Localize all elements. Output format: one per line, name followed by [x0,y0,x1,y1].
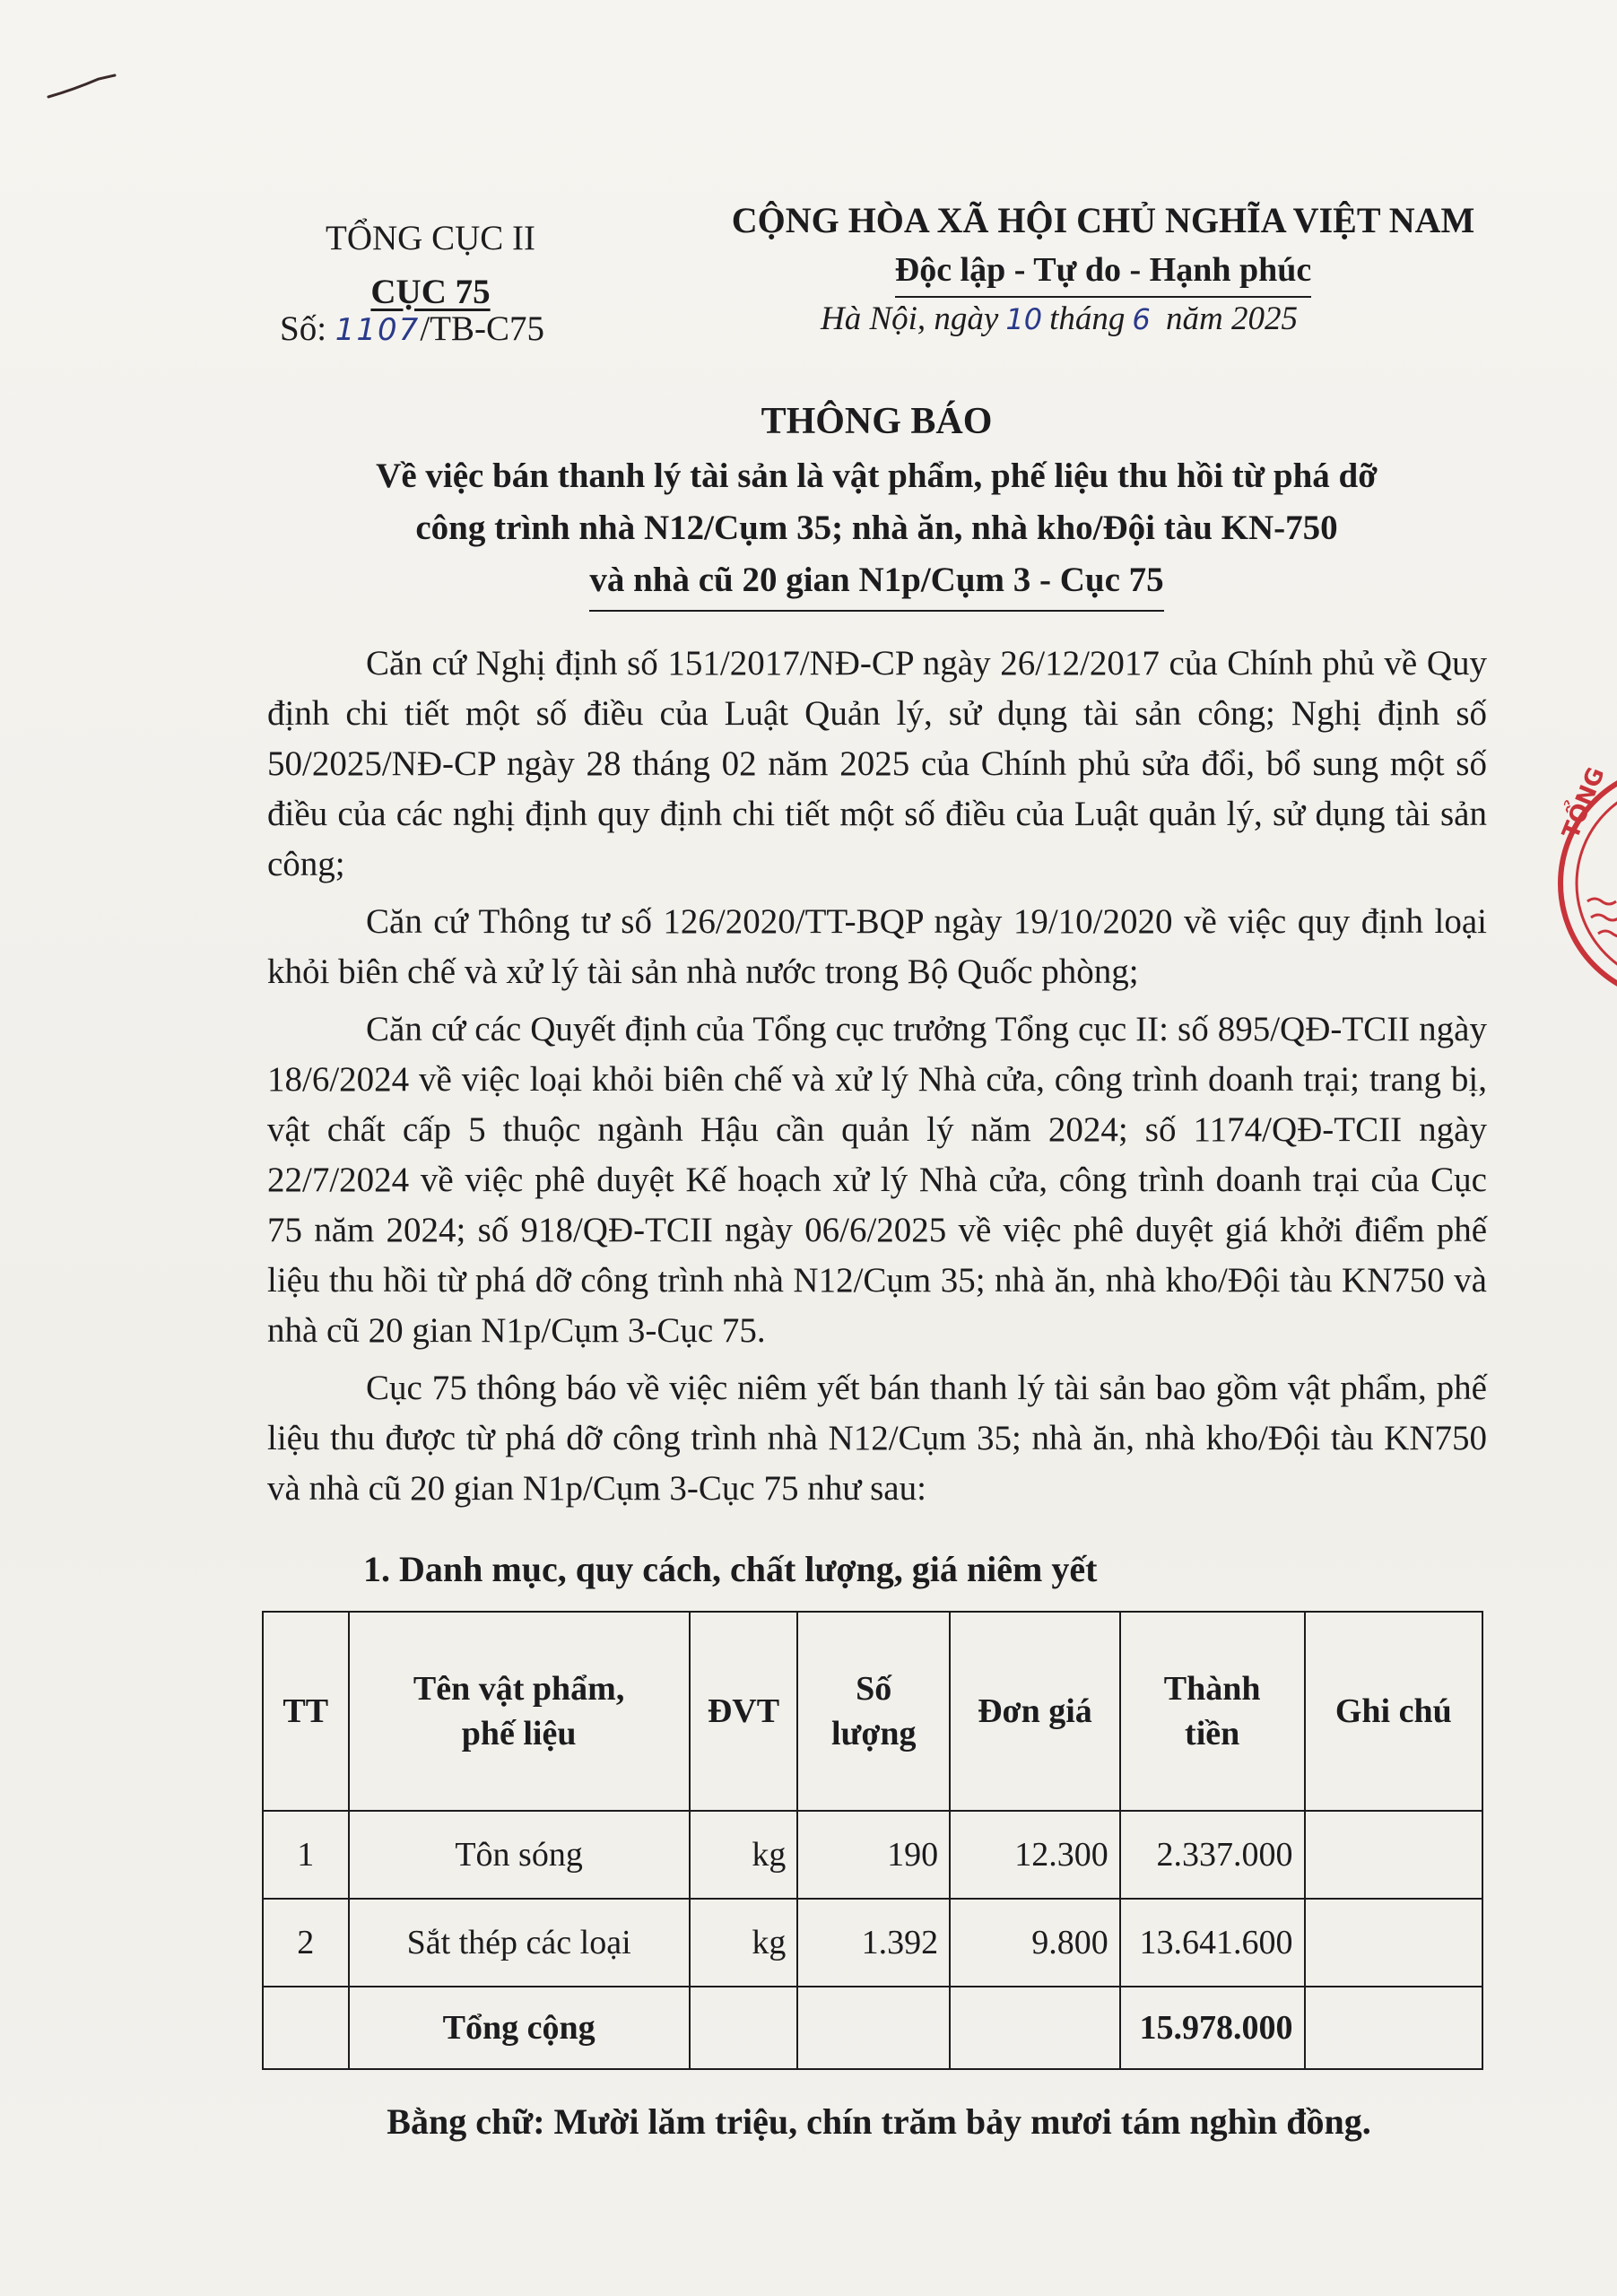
row-quantity: 190 [797,1811,950,1899]
red-seal-stamp [1525,758,1617,1009]
section-1-heading: 1. Danh mục, quy cách, chất lượng, giá niêm yết [363,1549,1098,1589]
country-name: CỘNG HÒA XÃ HỘI CHỦ NGHĨA VIỆT NAM [731,200,1475,240]
doc-number-prefix: Số: [280,309,327,348]
row-tt: 1 [263,1811,349,1899]
national-motto: Độc lập - Tự do - Hạnh phúc [895,246,1312,298]
row-unit: kg [690,1899,798,1987]
title-line-2: công trình nhà N12/Cụm 35; nhà ăn, nhà kho/Đội tàu KN-750 [415,509,1338,547]
title-line-3: và nhà cũ 20 gian N1p/Cụm 3 - Cục 75 [589,554,1163,612]
row-note [1305,1811,1482,1899]
header-unit: ĐVT [690,1612,798,1811]
row-amount: 13.641.600 [1120,1899,1305,1987]
header-item-name-line-1: Tên vật phẩm, [413,1670,625,1708]
table-total-row [263,1987,1482,2069]
date-place: Hà Nội, ngày [821,300,999,337]
row-tt: 2 [263,1899,349,1987]
items-table [262,1611,1483,2070]
paragraph-announcement: Cục 75 thông báo về việc niêm yết bán thanh lý tài sản bao gồm vật phẩm, phế liệu thu được từ phá dỡ công trình nhà N12/Cụm 35; nhà ăn, nhà kho/Đội tàu KN750 và nhà cũ 20 gian N1p/Cụm 3-Cục 75 như sau: [267,1369,1487,1508]
table-row [263,1811,1482,1899]
doc-number-suffix: /TB-C75 [420,309,544,348]
national-header [700,196,1507,298]
date-month-label: tháng [1049,300,1126,337]
amount-in-words: Bằng chữ: Mười lăm triệu, chín trăm bảy mươi tám nghìn đồng. [387,2101,1371,2142]
document-title [179,393,1574,612]
pen-mark [47,74,118,100]
row-unit-price: 12.300 [950,1811,1120,1899]
total-price-empty [950,1987,1120,2069]
paragraph-legal-basis-1: Căn cứ Nghị định số 151/2017/NĐ-CP ngày 26/12/2017 của Chính phủ về Quy định chi tiết một số điều của Luật Quản lý, sử dụng tài sản công; Nghị định số 50/2025/NĐ-CP ngày 28 tháng 02 năm 2025 của Chính phủ sửa đổi, bổ sung một số điều của các nghị định quy định chi tiết một số điều của Luật quản lý, sử dụng tài sản công; [267,644,1487,883]
total-label: Tổng cộng [349,1987,690,2069]
paragraph-legal-basis-3: Căn cứ các Quyết định của Tổng cục trưởng Tổng cục II: số 895/QĐ-TCII ngày 18/6/2024 về việc loại khỏi biên chế và xử lý Nhà cửa, công trình doanh trại; trang bị, vật chất cấp 5 thuộc ngành Hậu cần quản lý năm 2024; số 1174/QĐ-TCII ngày 22/7/2024 về việc phê duyệt Kế hoạch xử lý Nhà cửa, công trình doanh trại của Cục 75 năm 2024; số 918/QĐ-TCII ngày 06/6/2025 về việc phê duyệt giá khởi điểm phế liệu thu hồi từ phá dỡ công trình nhà N12/Cụm 35; nhà ăn, nhà kho/Đội tàu KN750 và nhà cũ 20 gian N1p/Cụm 3-Cục 75. [267,1010,1487,1350]
date-year: năm 2025 [1165,300,1298,337]
document-number [280,309,544,349]
total-qty-empty [797,1987,950,2069]
header-item-name-line-2: phế liệu [461,1715,577,1752]
total-tt-empty [263,1987,349,2069]
header-quantity-line-1: Số [856,1670,892,1708]
table-row [263,1899,1482,1987]
header-amount-line-1: Thành [1163,1670,1261,1708]
header-note: Ghi chú [1305,1612,1482,1811]
agency-parent: TỔNG CỤC II [326,219,535,257]
header-quantity-line-2: lượng [830,1715,917,1752]
doc-number-handwritten: 1107 [335,312,421,348]
title-line-1: Về việc bán thanh lý tài sản là vật phẩm, phế liệu thu hồi từ phá dỡ [376,457,1378,495]
row-item-name: Tôn sóng [349,1811,690,1899]
header-amount-line-2: tiền [1185,1715,1240,1752]
row-note [1305,1899,1482,1987]
header-amount [1120,1612,1305,1811]
total-unit-empty [690,1987,798,2069]
header-item-name [349,1612,690,1811]
table-header-row [263,1612,1482,1811]
date-month-handwritten: 6 [1132,302,1151,336]
total-note-empty [1305,1987,1482,2069]
seal-lettering: TỔNG [1557,763,1611,843]
header-tt: TT [263,1612,349,1811]
row-quantity: 1.392 [797,1899,950,1987]
header-quantity [797,1612,950,1811]
row-amount: 2.337.000 [1120,1811,1305,1899]
date-line [821,300,1298,338]
grand-total: 15.978.000 [1120,1987,1305,2069]
paragraph-legal-basis-2: Căn cứ Thông tư số 126/2020/TT-BQP ngày 19/10/2020 về việc quy định loại khỏi biên chế và xử lý tài sản nhà nước trong Bộ Quốc phòng; [267,902,1487,991]
document-body [267,639,1487,1521]
row-unit-price: 9.800 [950,1899,1120,1987]
row-item-name: Sắt thép các loại [349,1899,690,1987]
issuing-agency [269,212,592,319]
agency-unit: CỤC 75 [370,273,491,311]
title-main: THÔNG BÁO [761,401,993,442]
header-unit-price: Đơn giá [950,1612,1120,1811]
date-day-handwritten: 10 [1005,302,1043,336]
row-unit: kg [690,1811,798,1899]
